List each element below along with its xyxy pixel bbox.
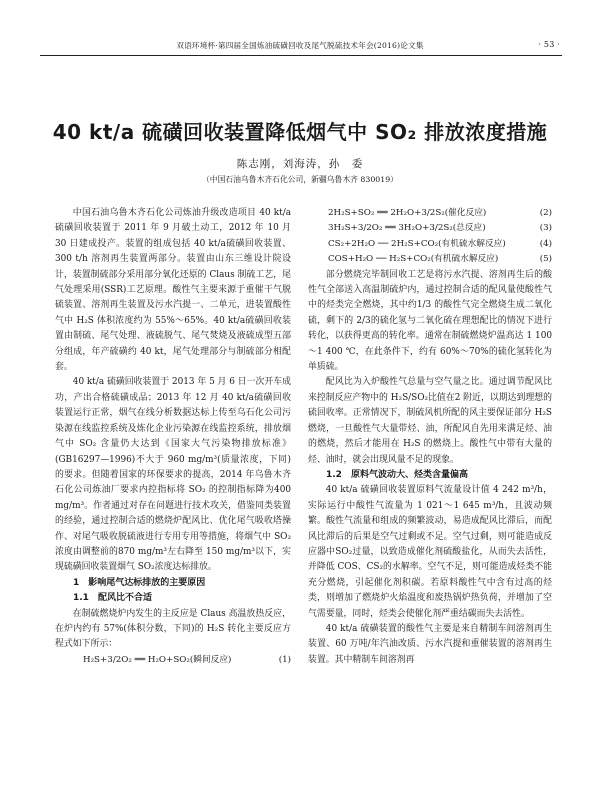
paragraph-feed-fluctuation: 40 kt/a 硫磺回收装置原料气流量设计值 4 242 m³/h，实际运行中酸性气流量为 1 021～1 645 m³/h，且波动频繁。酸性气流量和组成的频繁波动，易造成配风比滞后，而配风比滞后的后果是空气过剩或不足。空气过剩，则可能造成反应器中SO₂过量，以致造成催化剂硫酸盐化，从而失去活性，并降低 COS、CS₂的水解率。空气不足，则可能造成烃类不能充分燃烧，引起催化剂积碳。若原料酸性气中含有过高的烃类，则增加了燃烧炉火焰温度和废热锅炉热负荷，并增加了空气需要量，同时，烃类会使催化剂严重结碳而失去活性。 bbox=[308, 485, 552, 619]
equation-text: 3H₂S+3/2O₂ ══ 3H₂O+3/2S₂(总反应) bbox=[328, 223, 486, 234]
journal-name: 双语环境杯·第四届全国炼油硫磺回收及尾气脱硫技术年会(2016)论文集 bbox=[176, 41, 424, 50]
equation-number: (2) bbox=[539, 208, 552, 218]
section-heading-1: 1 影响尾气达标排放的主要原因 bbox=[73, 577, 206, 588]
paragraph-combustion: 部分燃烧完毕制回收工艺是将污水汽提、溶剂再生后的酸性气全部送入高温制硫炉内，通过控制合适的配风量使酸性气中的烃类完全燃烧，其中约1/3 的酸性气完全燃烧生成二氧化硫，剩下的 2/3的硫化氢与二氧化硫在理想配比的情况下进行转化，以获得更高的转化率。通常在制硫燃烧炉温高达 1 100～1 400 ℃，在此条件下，约有 60%～70%的硫化氢转化为单质硫。 bbox=[308, 269, 552, 373]
paragraph-background: 40 kt/a 硫磺回收装置于 2013 年 5 月 6 日一次开车成功，产出合格硫磺成品；2013 年 12 月 40 kt/a硫磺回收装置运行正常，烟气在线分析数据达标上传至乌石化公司污染源在线监控系统及炼化企业污染源在线监控系统，排放烟气中 SO₂ 含量仍大达到《国家大气污染物排放标准》(GB16297—1996)不大于 960 mg/m³(质量浓度，下同)的要求。但随着国家的环保要求的提高，2014 年乌鲁木齐石化公司炼油厂要求内控指标将 SO₂ 的控制指标降为400 mg/m³。作者通过对存在问题进行技术攻关，借鉴同类装置的经验，通过控制合适的燃烧炉配风比、优化尾气吸收塔操作、对尾气吸收脱硫液进行专用专用等措施，将烟气中 SO₂ 浓度由调整前的870 mg/m³左右降至 150 mg/m³以下，实现硫磺回收装置烟气 SO₂浓度达标排放。 bbox=[55, 377, 291, 573]
equation-text: 2H₂S+SO₂ ══ 2H₂O+3/2S₂(催化反应) bbox=[328, 208, 487, 218]
equation-text: CS₂+2H₂O ── 2H₂S+CO₂(有机硫水解反应) bbox=[328, 238, 506, 249]
page-number: · 53 · bbox=[538, 40, 560, 49]
header-rule bbox=[40, 55, 562, 56]
section-heading-1-2: 1.2 原料气波动大、烃类含量偏高 bbox=[326, 469, 468, 480]
equation-4 bbox=[308, 237, 552, 252]
equation-text: COS+H₂O ── H₂S+CO₂(有机硫水解反应) bbox=[328, 254, 499, 265]
equation-number: (4) bbox=[539, 238, 552, 249]
paper-title: 40 kt/a 硫磺回收装置降低烟气中 SO₂ 排放浓度措施 bbox=[52, 120, 548, 144]
affiliation: （中国石油乌鲁木齐石化公司，新疆乌鲁木齐 830019） bbox=[202, 175, 398, 184]
paragraph-air-ratio-detail: 配风比为入炉酸性气总量与空气量之比。通过调节配风比来控制反应产物中的 H₂S/SO₂比值在2 附近，以期达到理想的硫回收率。正常情况下，制硫风机所配的风主要保证部分 H₂S 燃烧，一旦酸性气大量带烃、油，所配风自先用来满足烃、油的燃烧，然后才能用在 H₂S 的燃烧上。酸性气中带有大量的烃、油时，就会出现风量不足的现象。 bbox=[308, 377, 552, 465]
paragraph-air-ratio: 在制硫燃烧炉内发生的主反应是 Claus 高温放热反应，在炉内约有 57%(体积分数，下同)的 H₂S 转化主要反应方程式如下所示： bbox=[55, 608, 291, 650]
paragraph-intro: 中国石油乌鲁木齐石化公司炼油升级改造项目 40 kt/a 硫磺回收装置于 2011 年 9 月破土动工，2012 年 10 月 30 日建成投产。装置的组成包括 40 kt/a硫磺回收装置、300 t/h 溶剂再生装置两部分。装置由山东三维设计院设计，装置制硫部分采用部分氧化还原的 Claus 制硫工艺，尾气处理采用(SSR)工艺原理。酸性气主要来源于重催干气脱硫装置、溶剂再生装置及污水汽提一、二单元，进装置酸性气中 H₂S 体积浓度约为 55%～65%。40 kt/a硫磺回收装置由制硫、尾气处理、液硫脱气、尾气焚烧及液硫成型五部分组成，年产硫磺约 40 kt，尾气处理部分与制硫部分相配套。 bbox=[55, 208, 291, 373]
equation-2 bbox=[308, 206, 552, 221]
equation-1 bbox=[55, 653, 291, 668]
equation-text: H₂S+3/2O₂ ══ H₂O+SO₂(瞬间反应) bbox=[83, 654, 232, 665]
authors: 陈志刚，刘海涛，孙 委 bbox=[236, 158, 364, 170]
equation-5 bbox=[308, 252, 552, 267]
section-heading-1-1: 1.1 配风比不合适 bbox=[73, 593, 152, 604]
equation-number: (1) bbox=[278, 654, 291, 665]
paragraph-acid-gas-source: 40 kt/a 硫磺装置的酸性气主要是来自精制车间溶剂再生装置、60 万吨/年汽油改质、污水汽提和重催装置的溶剂再生装置。其中精制车间溶剂再 bbox=[308, 623, 552, 665]
equation-3 bbox=[308, 221, 552, 236]
equation-number: (3) bbox=[539, 223, 552, 234]
right-column bbox=[308, 206, 552, 668]
equation-number: (5) bbox=[539, 254, 552, 265]
running-header bbox=[40, 40, 560, 51]
left-column bbox=[55, 206, 291, 668]
